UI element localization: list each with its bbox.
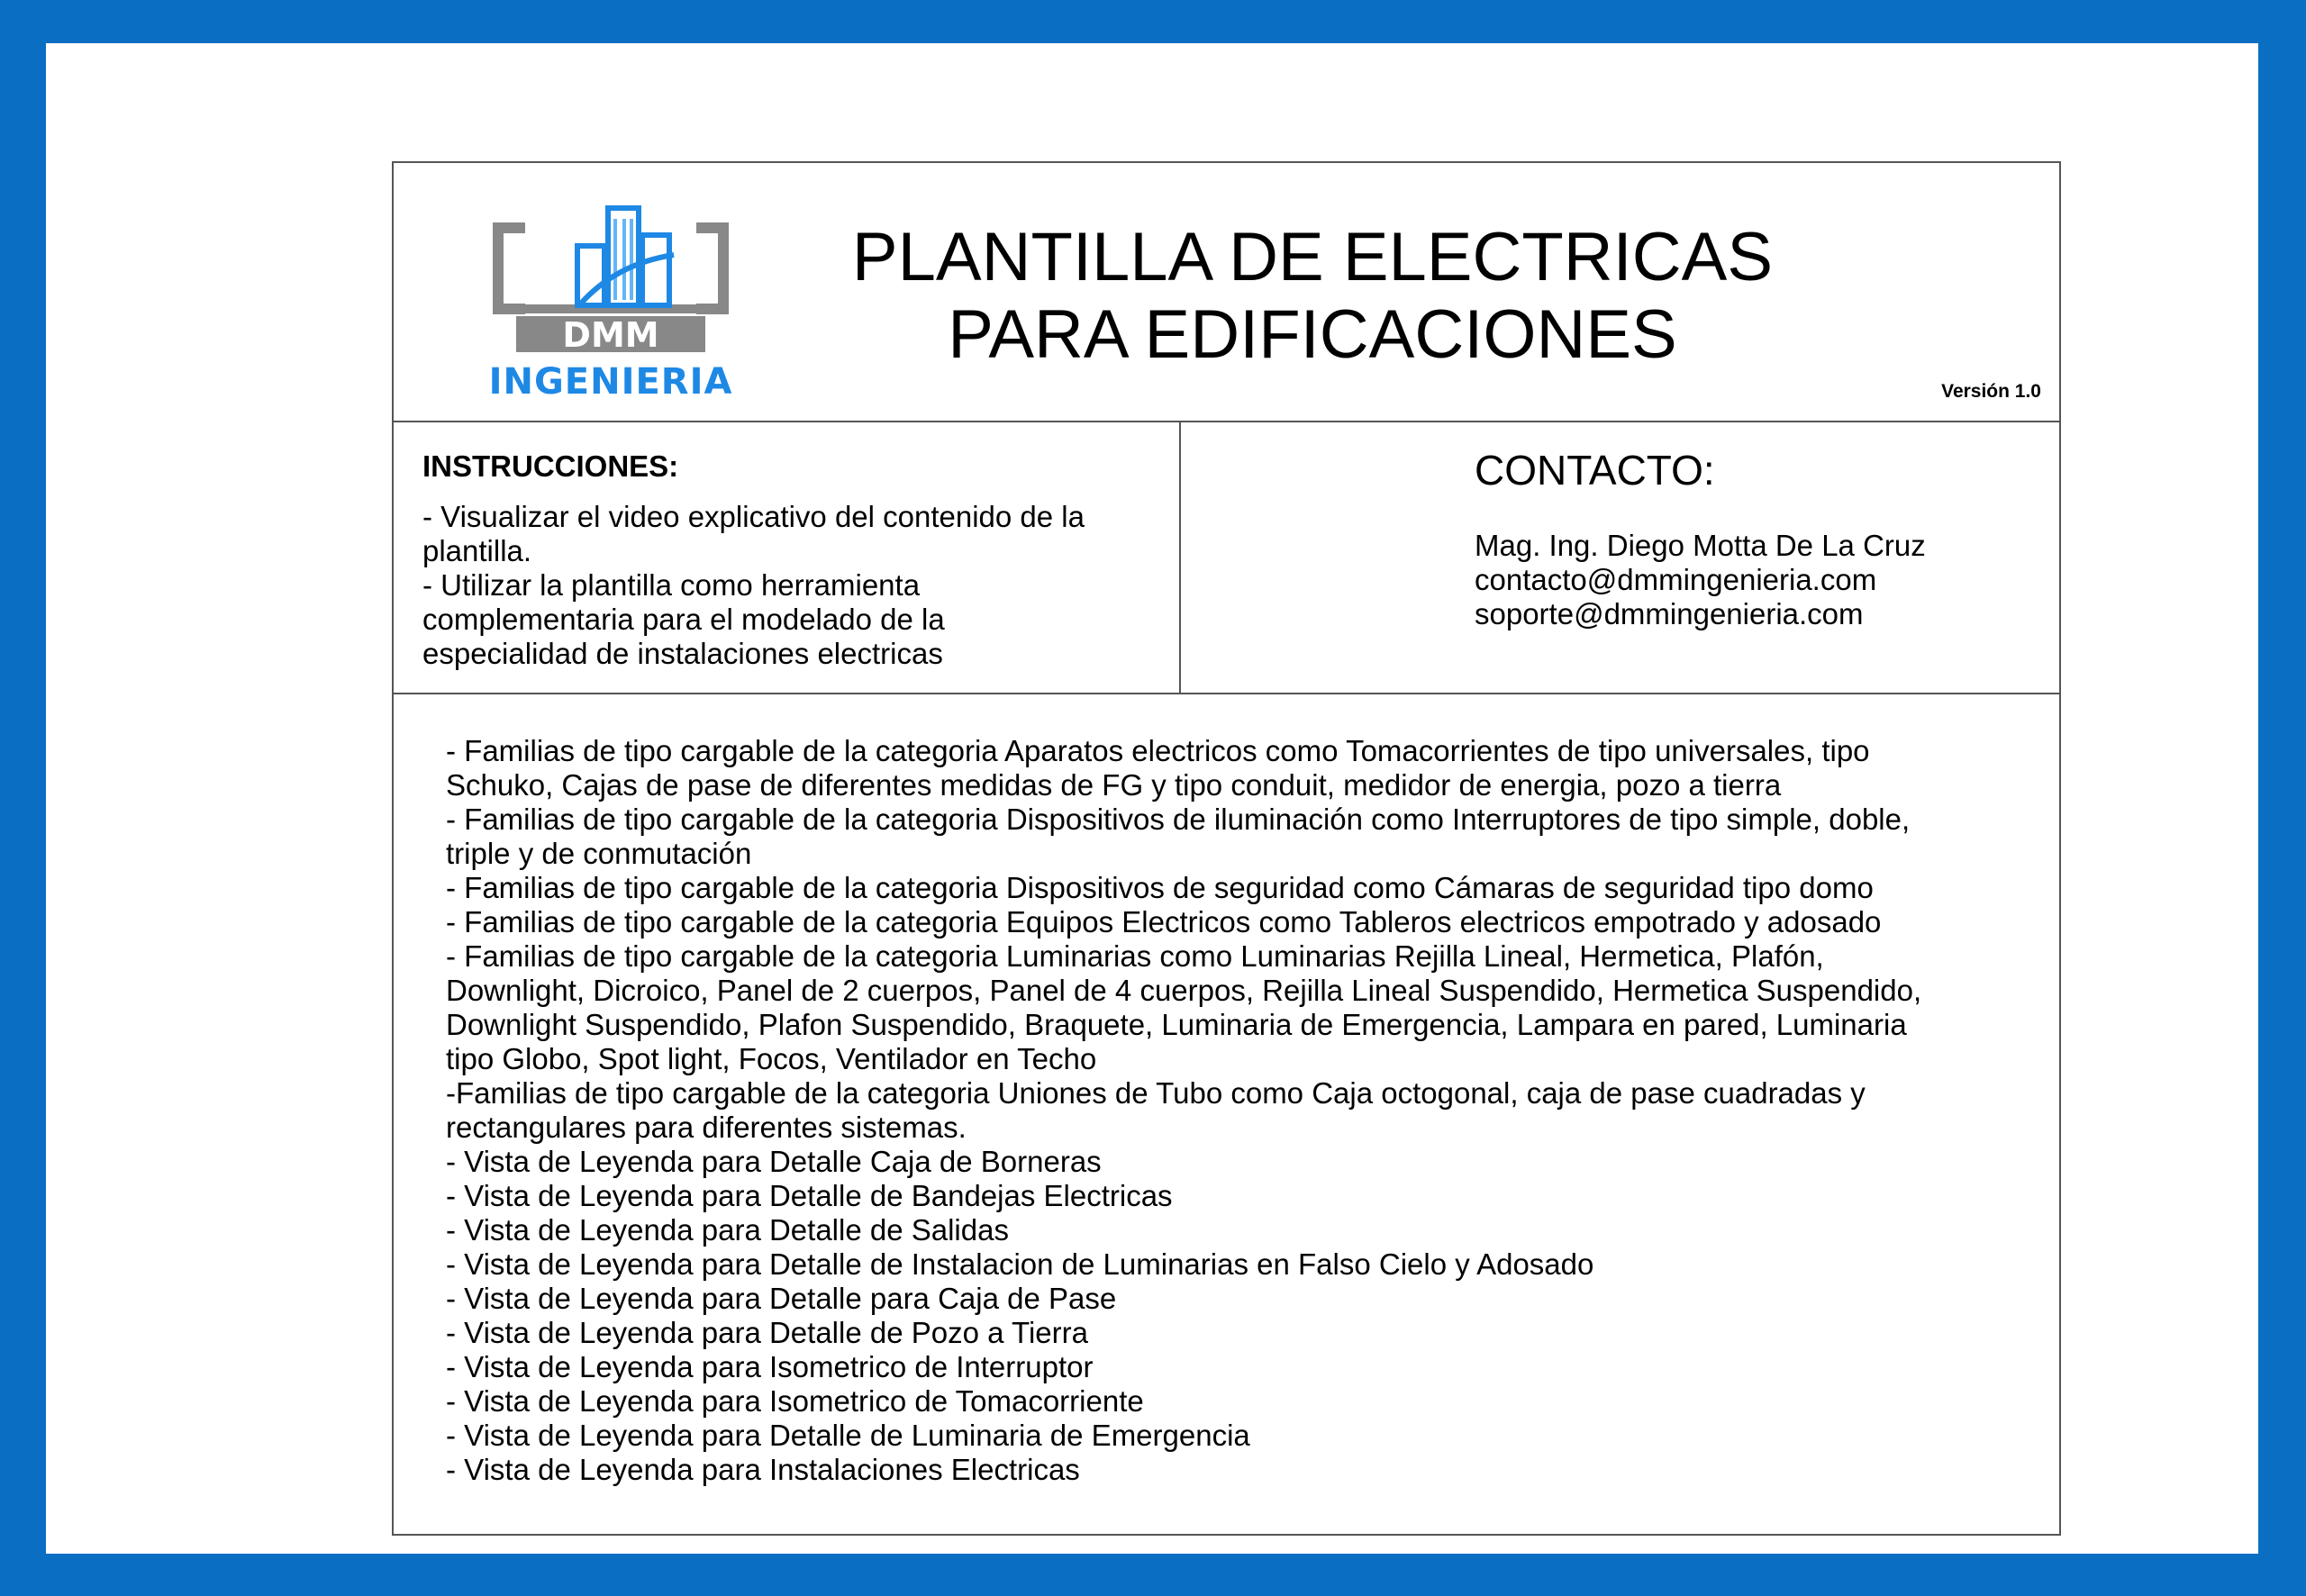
content-line: - Vista de Leyenda para Isometrico de Interruptor [446,1350,1094,1383]
content-line: - Familias de tipo cargable de la categoria Dispositivos de seguridad como Cámaras de seguridad tipo domo [446,871,1874,904]
content-line: - Familias de tipo cargable de la categoria Luminarias como Luminarias Rejilla Lineal, Hermetica, Plafón, [446,939,1824,973]
support-email[interactable]: soporte@dmmingenieria.com [1475,597,1864,630]
instruction-line: especialidad de instalaciones electricas [422,637,943,670]
instruction-line: - Visualizar el video explicativo del contenido de la [422,500,1085,533]
content-line: - Vista de Leyenda para Detalle de Luminaria de Emergencia [446,1419,1250,1452]
instruction-line: - Utilizar la plantilla como herramienta [422,568,921,602]
content-line: - Vista de Leyenda para Detalle para Caja de Pase [446,1282,1117,1315]
content-line: - Vista de Leyenda para Detalle de Salidas [446,1213,1009,1247]
contact-panel [1181,422,2059,693]
contact-title: CONTACTO: [1475,447,1715,494]
content-line: Downlight, Dicroico, Panel de 2 cuerpos, Panel de 4 cuerpos, Rejilla Lineal Suspendido, Hermetica Suspendido, [446,974,1922,1007]
content-line: - Vista de Leyenda para Detalle Caja de Borneras [446,1145,1102,1178]
content-line: - Vista de Leyenda para Isometrico de Tomacorriente [446,1384,1144,1418]
instruction-line: plantilla. [422,534,532,567]
contact-details [1475,529,1926,631]
instructions-body [422,500,1161,671]
content-line: - Familias de tipo cargable de la categoria Dispositivos de iluminación como Interruptores de tipo simple, doble, [446,803,1911,836]
logo-ingenieria-text: INGENIERIA [488,361,733,403]
info-section [394,422,2059,694]
contents-list [446,734,2031,1487]
content-line: Downlight Suspendido, Plafon Suspendido, Braquete, Luminaria de Emergencia, Lampara en pared, Luminaria [446,1008,1907,1041]
building-logo-icon [480,192,741,363]
content-line: rectangulares para diferentes sistemas. [446,1111,967,1144]
content-line: Schuko, Cajas de pase de diferentes medidas de FG y tipo conduit, medidor de energia, pozo a tierra [446,768,1782,802]
content-line: - Vista de Leyenda para Detalle de Instalacion de Luminarias en Falso Cielo y Adosado [446,1247,1594,1281]
title-line-1: PLANTILLA DE ELECTRICAS [851,219,1774,295]
title-line-2: PARA EDIFICACIONES [948,296,1677,373]
content-line: - Vista de Leyenda para Detalle de Pozo a Tierra [446,1316,1088,1349]
instructions-panel [394,422,1181,693]
content-line: - Vista de Leyenda para Detalle de Bandejas Electricas [446,1179,1173,1212]
logo-dmm-text: DMM [562,315,659,355]
instructions-title: INSTRUCCIONES: [422,449,679,483]
content-line: -Familias de tipo cargable de la categoria Uniones de Tubo como Caja octogonal, caja de pase cuadradas y [446,1076,1866,1110]
page-title [772,219,1853,374]
content-line: triple y de conmutación [446,837,752,870]
company-logo [480,192,741,401]
content-line: tipo Globo, Spot light, Focos, Ventilador en Techo [446,1042,1097,1075]
content-line: - Familias de tipo cargable de la categoria Equipos Electricos como Tableros electricos empotrado y adosado [446,905,1882,939]
content-line: - Vista de Leyenda para Instalaciones Electricas [446,1453,1080,1486]
contact-name: Mag. Ing. Diego Motta De La Cruz [1475,529,1926,562]
template-sheet [392,161,2061,1536]
instruction-line: complementaria para el modelado de la [422,603,945,636]
header-section [394,163,2059,422]
version-label: Versión 1.0 [1941,381,2041,402]
contact-email[interactable]: contacto@dmmingenieria.com [1475,563,1877,596]
document-page [46,43,2258,1554]
content-line: - Familias de tipo cargable de la categoria Aparatos electricos como Tomacorrientes de tipo universales, tipo [446,734,1870,767]
